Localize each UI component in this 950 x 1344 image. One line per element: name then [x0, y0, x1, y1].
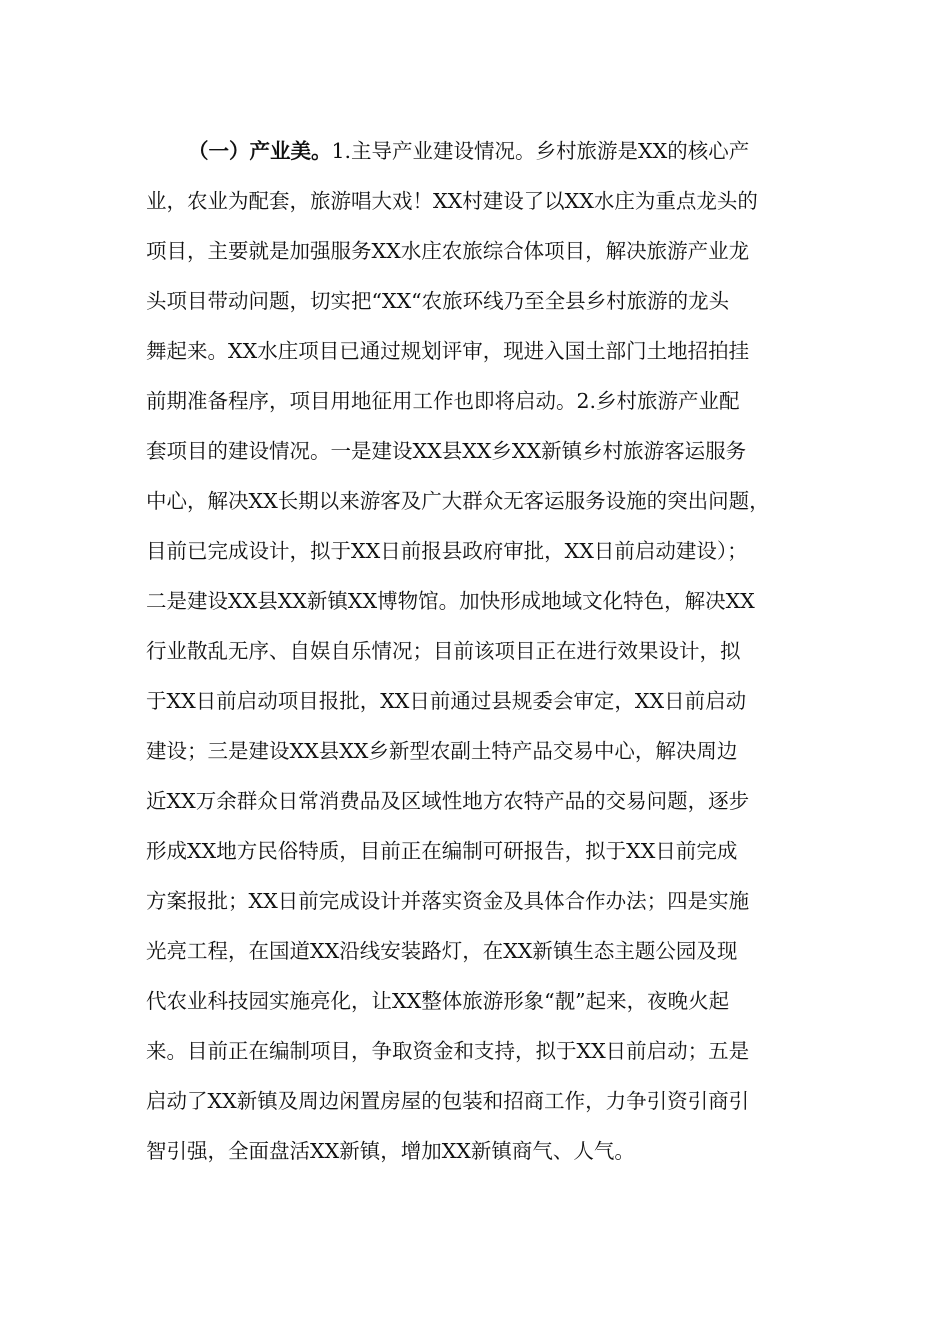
text-line: 形成XX地方民俗特质，目前正在编制可研报告，拟于XX日前完成: [146, 839, 738, 863]
text-line: 启动了XX新镇及周边闲置房屋的包装和招商工作，力争引资引商引: [146, 1089, 750, 1113]
text-line: 来。目前正在编制项目，争取资金和支持，拟于XX日前启动；五是: [146, 1039, 750, 1063]
paragraph-industry-beauty: [146, 126, 816, 1176]
text-line: 套项目的建设情况。一是建设XX县XX乡XX新镇乡村旅游客运服务: [146, 439, 747, 463]
text-line: [146, 126, 816, 176]
text-line: 中心，解决XX长期以来游客及广大群众无客运服务设施的突出问题，: [146, 489, 770, 513]
text-line: 舞起来。XX水庄项目已通过规划评审，现进入国土部门土地招拍挂: [146, 339, 750, 363]
text-line-content: 1.主导产业建设情况。乡村旅游是XX的核心产: [331, 139, 750, 163]
section-heading: （一）产业美。: [188, 139, 332, 163]
text-line: 目前已完成设计，拟于XX日前报县政府审批，XX日前启动建设）；: [146, 539, 748, 563]
text-line: 行业散乱无序、自娱自乐情况；目前该项目正在进行效果设计，拟: [146, 639, 741, 663]
text-line: 近XX万余群众日常消费品及区域性地方农特产品的交易问题，逐步: [146, 789, 750, 813]
text-line: 二是建设XX县XX新镇XX博物馆。加快形成地域文化特色，解决XX: [146, 589, 755, 613]
text-line: 代农业科技园实施亮化，让XX整体旅游形象“靓”起来，夜晚火起: [146, 989, 730, 1013]
text-line: 建设；三是建设XX县XX乡新型农副土特产品交易中心，解决周边: [146, 739, 738, 763]
text-line: 前期准备程序，项目用地征用工作也即将启动。2.乡村旅游产业配: [146, 389, 740, 413]
text-line: 头项目带动问题，切实把“XX“农旅环线乃至全县乡村旅游的龙头: [146, 289, 730, 313]
text-line: 业，农业为配套，旅游唱大戏！XX村建设了以XX水庄为重点龙头的: [146, 189, 758, 213]
text-line: 于XX日前启动项目报批，XX日前通过县规委会审定，XX日前启动: [146, 689, 747, 713]
text-line: 光亮工程，在国道XX沿线安装路灯，在XX新镇生态主题公园及现: [146, 939, 738, 963]
text-line: 方案报批；XX日前完成设计并落实资金及具体合作办法；四是实施: [146, 889, 750, 913]
text-line: 智引强，全面盘活XX新镇，增加XX新镇商气、人气。: [146, 1139, 635, 1163]
text-line: 项目，主要就是加强服务XX水庄农旅综合体项目，解决旅游产业龙: [146, 239, 750, 263]
